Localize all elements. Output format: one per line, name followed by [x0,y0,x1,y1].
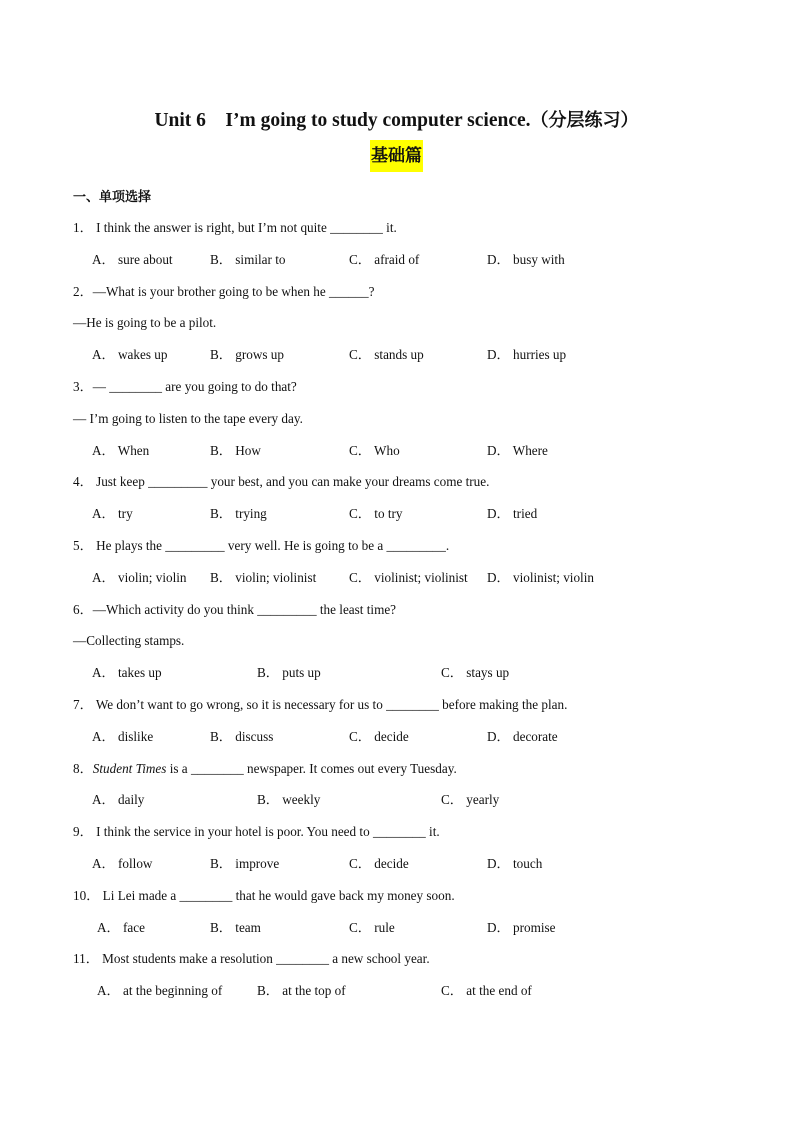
option-b: B． trying [210,506,267,521]
option-b: B． violin; violinist [210,570,317,585]
option-c: C． violinist; violinist [349,570,468,585]
question-1-stem: 1． I think the answer is right, but I’m not quite ________ it. [73,220,397,235]
option-c: C． afraid of [349,252,420,267]
question-5-stem: 5． He plays the _________ very well. He is going to be a _________. [73,538,450,553]
question-2-stem: 2．—What is your brother going to be when he ______? [73,284,375,299]
option-d: D． promise [487,920,556,935]
option-b: B． improve [210,856,280,871]
question-2-answer-line: —He is going to be a pilot. [73,315,217,330]
option-b: B． grows up [210,347,284,362]
option-d: D． busy with [487,252,565,267]
question-7-options [92,728,692,746]
option-d: D． Where [487,443,548,458]
question-3-answer-line: — I’m going to listen to the tape every day. [73,411,303,426]
question-2-options [92,346,692,364]
option-a: A． dislike [92,729,154,744]
question-10-stem: 10． Li Lei made a ________ that he would gave back my money soon. [73,888,455,903]
question-11-options [97,982,697,1000]
question-9-stem: 9． I think the service in your hotel is poor. You need to ________ it. [73,824,440,839]
option-b: B． at the top of [257,983,346,998]
option-a: A． wakes up [92,347,168,362]
option-c: C． stands up [349,347,424,362]
question-3-stem: 3．— ________ are you going to do that? [73,379,297,394]
question-6-stem: 6．—Which activity do you think _________ the least time? [73,602,397,617]
option-a: A． takes up [92,665,162,680]
option-b: B． How [210,443,261,458]
option-a: A． violin; violin [92,570,187,585]
question-6-answer-line: —Collecting stamps. [73,633,185,648]
question-9-options [92,855,692,873]
question-4-options [92,505,692,523]
option-b: B． discuss [210,729,274,744]
option-d: D． touch [487,856,543,871]
question-10-options [97,919,697,937]
question-8-options [92,791,692,809]
question-3-options [92,442,692,460]
question-8-number: 8． [73,761,93,776]
question-8-text: is a ________ newspaper. It comes out every Tuesday. [166,761,457,776]
option-d: D． hurries up [487,347,567,362]
option-b: B． weekly [257,792,321,807]
subtitle-highlight: 基础篇 [370,140,423,172]
title-english: Unit 6 I’m going to study computer science. [154,110,531,131]
option-a: A． daily [92,792,145,807]
option-d: D． tried [487,506,538,521]
option-a: A． follow [92,856,153,871]
option-c: C． rule [349,920,395,935]
option-a: A． at the beginning of [97,983,223,998]
question-1-options [92,251,692,269]
option-c: C． at the end of [441,983,532,998]
question-8-stem [73,760,457,778]
question-5-options [92,569,712,587]
option-a: A． sure about [92,252,173,267]
option-c: C． stays up [441,665,510,680]
option-c: C． yearly [441,792,500,807]
option-c: C． decide [349,729,409,744]
option-b: B． team [210,920,261,935]
option-c: C． Who [349,443,400,458]
question-7-stem: 7． We don’t want to go wrong, so it is necessary for us to ________ before making the plan. [73,697,568,712]
option-d: D． decorate [487,729,558,744]
question-4-stem: 4． Just keep _________ your best, and you can make your dreams come true. [73,474,490,489]
option-c: C． to try [349,506,403,521]
section-heading: 一、单项选择 [73,190,152,205]
option-b: B． puts up [257,665,321,680]
option-d: D． violinist; violin [487,570,594,585]
option-a: A． face [97,920,145,935]
title-suffix: （分层练习） [530,110,639,131]
level-subtitle [0,140,793,172]
page-title [0,104,793,132]
option-a: A． When [92,443,150,458]
question-11-stem: 11． Most students make a resolution ________ a new school year. [73,951,430,966]
newspaper-title: Student Times [92,761,167,776]
option-b: B． similar to [210,252,286,267]
option-a: A． try [92,506,133,521]
question-6-options [92,664,692,682]
option-c: C． decide [349,856,409,871]
